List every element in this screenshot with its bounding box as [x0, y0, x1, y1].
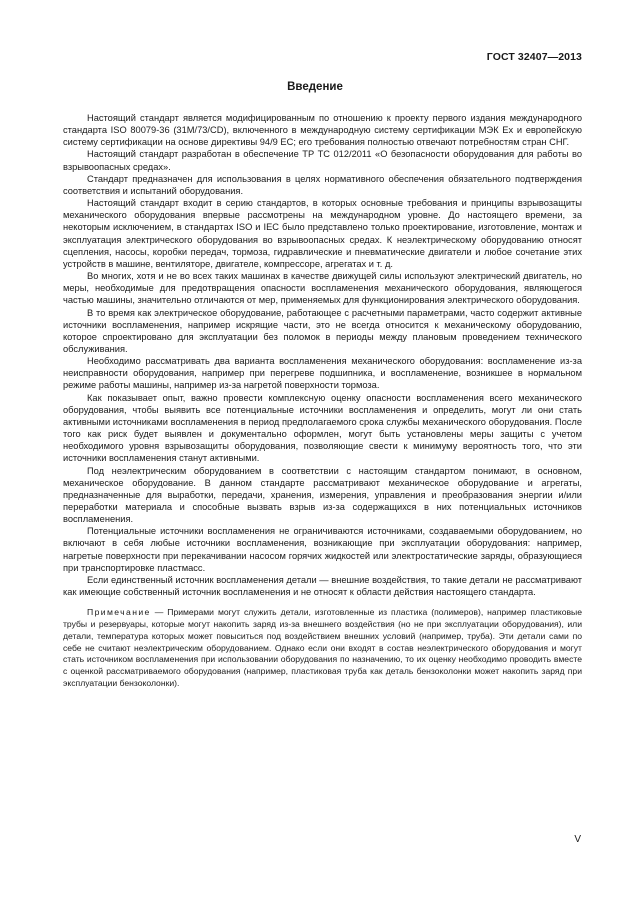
note-paragraph [63, 607, 582, 690]
note-text: — Примерами могут служить детали, изготовленные из пластика (полимеров), например пластиковые трубы и резервуары, которые могут накопить заряд из-за внешнего воздействия (но не при эксплуатации оборудования), или детали, температура которых может повыситься под воздействием внешних условий (например, труба). Эти детали сами по себе не считают неэлектрическим оборудованием. Однако если они входят в состав неэлектрического оборудования и могут стать источником воспламенения при использовании оборудования по назначению, то их оценку необходимо проводить вместе с оценкой рассматриваемого оборудования (например, пластиковая труба как деталь бензоколонки может накопить заряд при эксплуатации бензоколонки). [63, 607, 582, 689]
paragraph: Стандарт предназначен для использования в целях нормативного обеспечения обязательного подтверждения соответствия и испытаний оборудования. [63, 173, 582, 196]
section-title: Введение [287, 81, 343, 93]
paragraph: Во многих, хотя и не во всех таких машинах в качестве движущей силы используют электрический двигатель, но меры, необходимые для предотвращения опасности воспламенения механического оборудования, являющегося частью машины, значительно отличаются от мер, применяемых для функционирования электрического оборудования. [63, 271, 582, 306]
page-number: V [574, 834, 581, 845]
standard-code: ГОСТ 32407—2013 [486, 51, 582, 63]
paragraph: Под неэлектрическим оборудованием в соответствии с настоящим стандартом понимают, в основном, механическое оборудование. В данном стандарте рассматривают механическое оборудование и агрегаты, предназначенные для выработки, передачи, хранения, измерения, управления и преобразования энергии и/или переработки материала и способные вызвать взрыв из-за содержащихся в них потенциальных источников воспламенения. [63, 465, 582, 525]
note-label: Примечание [87, 607, 151, 618]
paragraph: В то время как электрическое оборудование, работающее с расчетными параметрами, часто содержит активные источники воспламенения, например искрящие части, это не всегда относится к механическому оборудованию, которое спроектировано для эксплуатации без поломок в периоды между плановым проведением технического обслуживания. [63, 307, 582, 354]
paragraph: Необходимо рассматривать два варианта воспламенения механического оборудования: воспламенение из-за неисправности оборудования, например при перегреве подшипника, и воспламенение, возникшее в нормальном режиме работы машины, например из-за нагретой поверхности тормоза. [63, 356, 582, 391]
paragraph: Настоящий стандарт является модифицированным по отношению к проекту первого издания международного стандарта ISO 80079-36 (31M/73/CD), включенного в международную систему сертификации МЭК Ех и европейскую систему сертификации на основе директивы 94/9 ЕС; его требования полностью отвечают потребностям стран СНГ. [63, 113, 582, 148]
paragraph: Как показывает опыт, важно провести комплексную оценку опасности воспламенения всего механического оборудования, чтобы выявить все потенциальные источники воспламенения и определить, могут ли они стать активными источниками воспламенения в период предполагаемого срока службы механического оборудования. После того как риск будет выявлен и документально оформлен, могут быть установлены меры защиты с учетом необходимого уровня взрывозащиты оборудования, позволяющие свести к минимуму вероятность того, что эти источники воспламенения станут активными. [63, 392, 582, 464]
paragraph: Если единственный источник воспламенения детали — внешние воздействия, то такие детали не рассматривают как имеющие собственный источник воспламенения и не относят к области действия настоящего стандарта. [63, 574, 582, 598]
paragraph: Настоящий стандарт входит в серию стандартов, в которых основные требования и принципы взрывозащиты механического оборудования впервые рассмотрены на международном уровне. До настоящего времени, за некоторым исключением, в стандартах ISO и IEC было представлено только проектирование, изготовление, монтаж и эксплуатация электрического оборудования во взрывоопасных средах. К неэлектрическому оборудованию относят сцепления, насосы, коробки передач, тормоза, гидравлические и пневматические двигатели и любое сочетание этих устройств в машине, вентиляторе, двигателе, компрессоре, агрегатах и т. д. [63, 198, 582, 269]
paragraph: Потенциальные источники воспламенения не ограничиваются источниками, создаваемыми оборудованием, но включают в себя любые источники воспламенения, возникающие при эксплуатации оборудования: например, нагретые поверхности при перекачивании насосом горячих жидкостей или электростатические заряды, образующиеся при транспортировке пластмасс. [63, 526, 582, 573]
paragraph: Настоящий стандарт разработан в обеспечение ТР ТС 012/2011 «О безопасности оборудования для работы во взрывоопасных средах». [63, 149, 582, 172]
document-body [63, 112, 582, 690]
